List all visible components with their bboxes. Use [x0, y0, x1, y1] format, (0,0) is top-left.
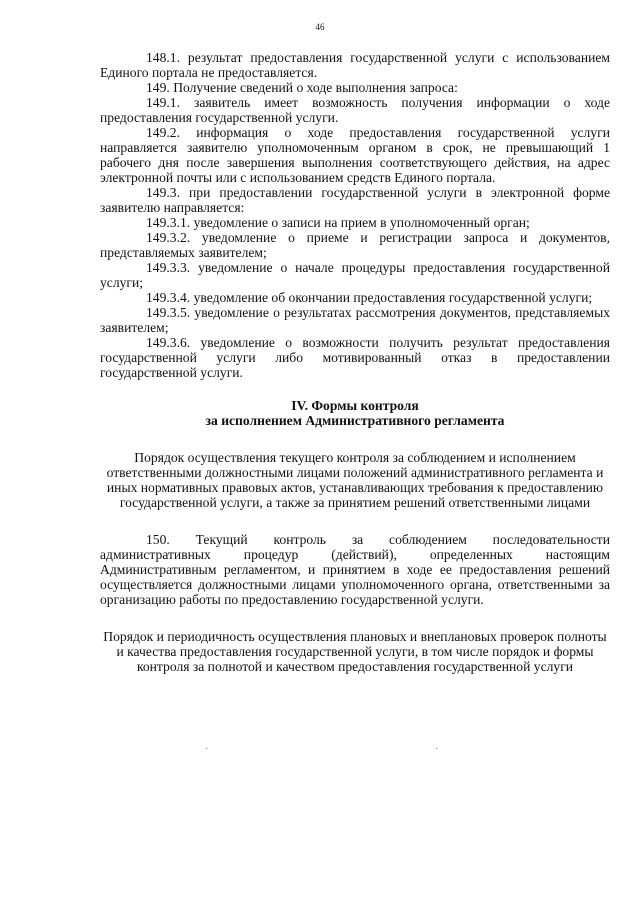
paragraph-150: 150. Текущий контроль за соблюдением последовательности административных процедур (действий), определенных настоящим Административным регламентом, и принятием в ходе ее предоставления решений осуществляется должностными лицами уполномоченного органа, ответственными за организацию работы по предоставлению государственной услуги. — [100, 532, 610, 607]
section-subtitle: за исполнением Административного регламента — [205, 413, 505, 428]
paragraph-149-2: 149.2. информация о ходе предоставления государственной услуги направляется заявителю уполномоченным органом в срок, не превышающий 1 рабочего дня после завершения выполнения соответствующего действия, на адрес электронной почты или с использованием средств Единого портала. — [100, 125, 610, 185]
paragraph-149-3-1: 149.3.1. уведомление о записи на прием в уполномоченный орган; — [146, 215, 530, 230]
subheading-current-control: Порядок осуществления текущего контроля за соблюдением и исполнением ответственными должностными лицами положений административного регламента и иных нормативных правовых актов, устанавливающих требования к предоставлению государственной услуги, а также за принятием решений ответственными лицами — [106, 450, 604, 510]
paragraph-149-3: 149.3. при предоставлении государственной услуги в электронной форме заявителю направляется: — [100, 185, 610, 215]
section-title: IV. Формы контроля — [291, 398, 419, 413]
paragraph-149-3-2: 149.3.2. уведомление о приеме и регистрации запроса и документов, представляемых заявителем; — [100, 230, 610, 260]
paragraph-149-3-5: 149.3.5. уведомление о результатах рассмотрения документов, представляемых заявителем; — [100, 305, 610, 335]
paragraph-149-1: 149.1. заявитель имеет возможность получения информации о ходе предоставления государственной услуги. — [100, 95, 610, 125]
subheading-inspections: Порядок и периодичность осуществления плановых и внеплановых проверок полноты и качества предоставления государственной услуги, в том числе порядок и формы контроля за полнотой и качеством предоставления государственной услуги — [103, 629, 607, 674]
paragraph-149-3-3: 149.3.3. уведомление о начале процедуры предоставления государственной услуги; — [100, 260, 610, 290]
paragraph-149: 149. Получение сведений о ходе выполнения запроса: — [146, 80, 458, 95]
paragraph-149-3-4: 149.3.4. уведомление об окончании предоставления государственной услуги; — [146, 290, 593, 305]
document-body — [100, 50, 610, 674]
page-number: 46 — [315, 22, 325, 32]
paragraph-149-3-6: 149.3.6. уведомление о возможности получить результат предоставления государственной услуги либо мотивированный отказ в предоставлении государственной услуги. — [100, 335, 610, 380]
paragraph-148-1: 148.1. результат предоставления государственной услуги с использованием Единого портала не предоставляется. — [100, 50, 610, 80]
scan-dot: · — [205, 744, 209, 755]
scan-dot: · — [435, 744, 439, 755]
